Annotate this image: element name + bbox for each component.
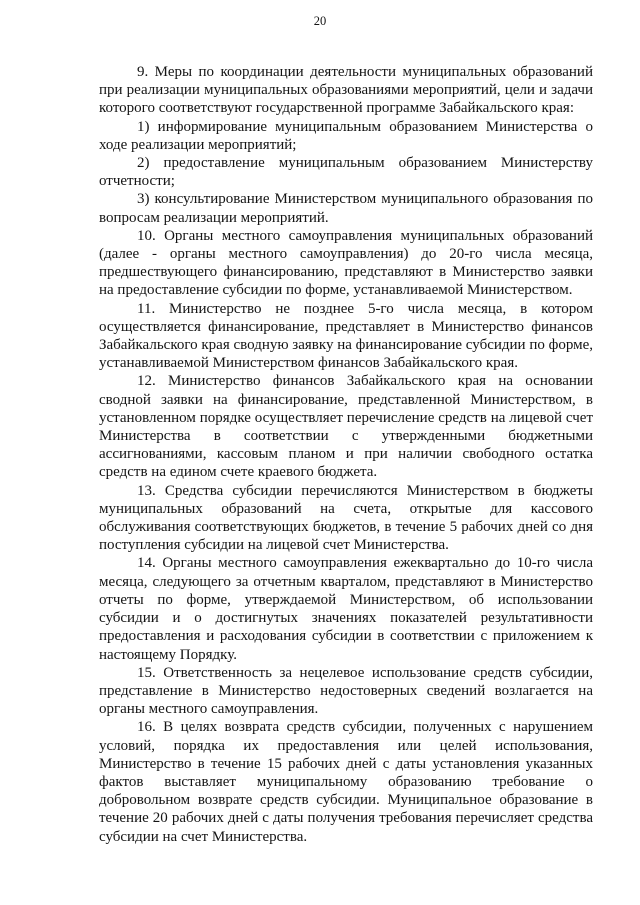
paragraph-12: 12. Министерство финансов Забайкальского края на основании сводной заявки на финансирование, представленной Министерством, в установленном порядке осуществляет перечисление средств на лицевой счет Министерства в соответствии с утвержденными бюджетными ассигнованиями, кассовым планом и при наличии свободного остатка средств на едином счете краевого бюджета. <box>99 373 593 481</box>
paragraph-9-item-1: 1) информирование муниципальным образованием Министерства о ходе реализации мероприятий; <box>99 118 593 153</box>
paragraph-9: 9. Меры по координации деятельности муниципальных образований при реализации муниципальных образованиями мероприятий, цели и задачи которого соответствуют государственной программе Забайкальского края: <box>99 64 593 117</box>
paragraph-15: 15. Ответственность за нецелевое использование средств субсидии, представление в Министерство недостоверных сведений возлагается на органы местного самоуправления. <box>99 664 593 718</box>
document-body <box>99 63 593 846</box>
paragraph-14: 14. Органы местного самоуправления ежеквартально до 10-го числа месяца, следующего за отчетным кварталом, представляют в Министерство отчеты по форме, утверждаемой Министерством, об использовании субсидии и о достигнутых значениях показателей результативности предоставления и расходования субсидии в соответствии с приложением к настоящему Порядку. <box>99 555 593 663</box>
paragraph-9-item-2: 2) предоставление муниципальным образованием Министерству отчетности; <box>99 155 593 190</box>
paragraph-10: 10. Органы местного самоуправления муниципальных образований (далее - органы местного самоуправления) до 20-го числа месяца, предшествующего финансированию, представляют в Министерство заявки на предоставление субсидии по форме, устанавливаемой Министерством. <box>99 227 593 299</box>
paragraph-9-item-3: 3) консультирование Министерством муниципального образования по вопросам реализации мероприятий. <box>99 191 593 226</box>
paragraph-13: 13. Средства субсидии перечисляются Министерством в бюджеты муниципальных образований на счета, открытые для кассового обслуживания соответствующих бюджетов, в течение 5 рабочих дней со дня поступления субсидии на лицевой счет Министерства. <box>99 482 593 554</box>
paragraph-16: 16. В целях возврата средств субсидии, полученных с нарушением условий, порядка их предоставления или целей использования, Министерство в течение 15 рабочих дней с даты установления указанных фактов выставляет муниципальному образованию требование о добровольном возврате средств субсидии. Муниципальное образование в течение 20 рабочих дней с даты получения требования перечисляет средства субсидии на счет Министерства. <box>99 719 593 845</box>
paragraph-11: 11. Министерство не позднее 5-го числа месяца, в котором осуществляется финансирование, представляет в Министерство финансов Забайкальского края сводную заявку на финансирование субсидии по форме, устанавливаемой Министерством финансов Забайкальского края. <box>99 300 593 372</box>
page-number: 20 <box>313 14 327 28</box>
